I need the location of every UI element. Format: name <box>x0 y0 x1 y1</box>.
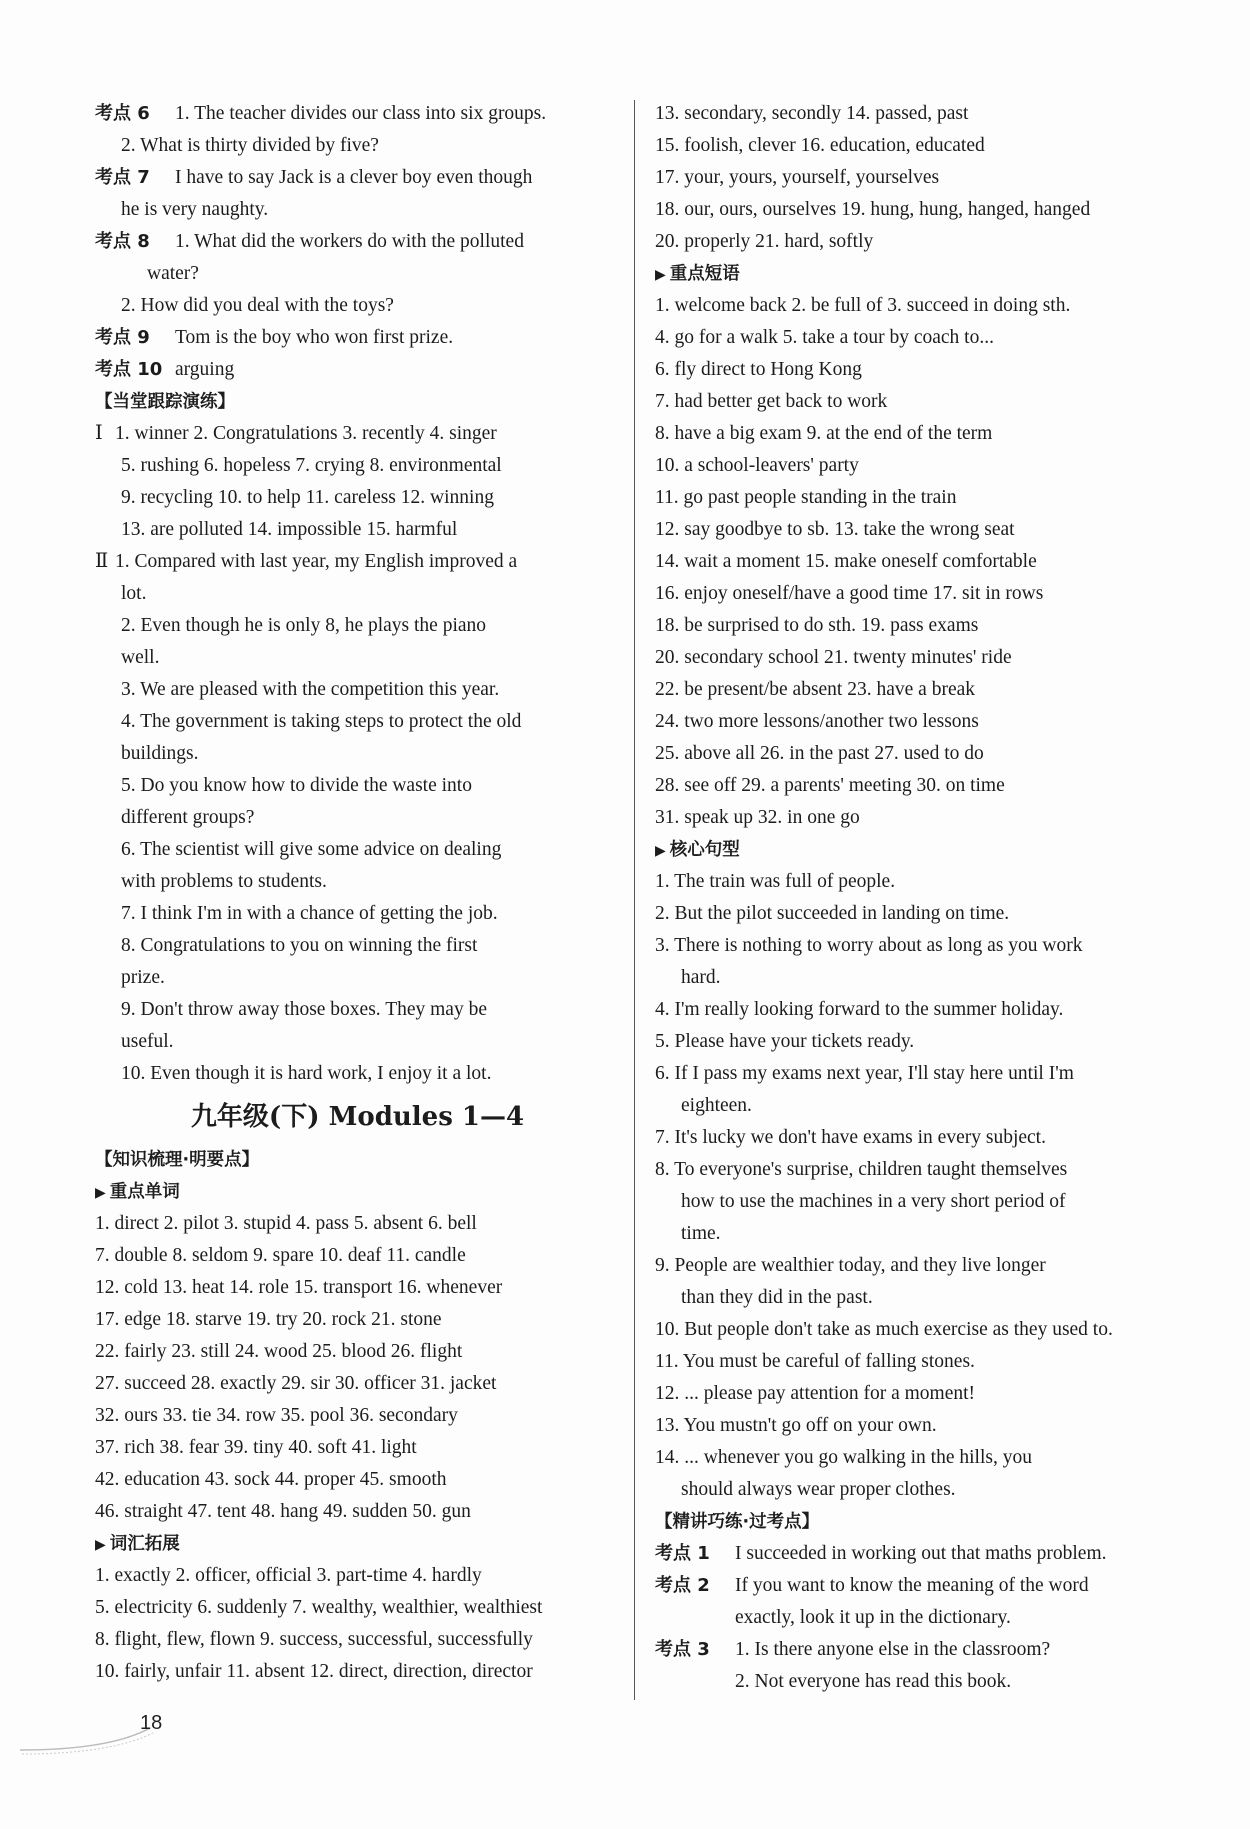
answer-text: 20. secondary school 21. twenty minutes' ride <box>655 647 1012 668</box>
answer-line <box>655 482 1175 514</box>
kaodian-label: 考点 6 <box>95 103 150 124</box>
answer-text: 4. go for a walk 5. take a tour by coach to... <box>655 327 994 348</box>
answer-line <box>655 674 1175 706</box>
triangle-bullet-icon: ▶ <box>95 1537 106 1553</box>
answer-text: with problems to students. <box>121 871 327 892</box>
answer-text: 32. ours 33. tie 34. row 35. pool 36. secondary <box>95 1405 458 1426</box>
answer-line <box>95 898 620 930</box>
answer-text: 31. speak up 32. in one go <box>655 807 860 828</box>
answer-line <box>95 450 620 482</box>
answer-text: time. <box>681 1223 721 1244</box>
answer-text: 1. What did the workers do with the polluted <box>175 231 524 252</box>
answer-line <box>95 578 620 610</box>
roman-numeral: Ⅱ <box>95 551 109 572</box>
roman-numeral: Ⅰ <box>95 423 103 444</box>
answer-line <box>95 482 620 514</box>
answer-line <box>655 898 1175 930</box>
answer-text: 37. rich 38. fear 39. tiny 40. soft 41. light <box>95 1437 417 1458</box>
answer-line <box>95 1304 620 1336</box>
answer-text: 2. Even though he is only 8, he plays the piano <box>121 615 487 636</box>
answer-text: 20. properly 21. hard, softly <box>655 231 874 252</box>
answer-line <box>95 162 620 194</box>
answer-line <box>95 706 620 738</box>
answer-text: 6. If I pass my exams next year, I'll stay here until I'm <box>655 1063 1074 1084</box>
answer-line <box>655 1250 1175 1282</box>
answer-text: 5. Please have your tickets ready. <box>655 1031 915 1052</box>
answer-text: 17. edge 18. starve 19. try 20. rock 21. stone <box>95 1309 442 1330</box>
answer-line <box>655 418 1175 450</box>
answer-line <box>95 1058 620 1090</box>
subheading <box>655 258 1175 290</box>
answer-text: 9. People are wealthier today, and they live longer <box>655 1255 1046 1276</box>
subheading-label: 词汇拓展 <box>109 1534 180 1554</box>
answer-line <box>95 1624 620 1656</box>
answer-text: 5. Do you know how to divide the waste into <box>121 775 472 796</box>
answer-text: 22. fairly 23. still 24. wood 25. blood 26. flight <box>95 1341 463 1362</box>
answer-text: 28. see off 29. a parents' meeting 30. on time <box>655 775 1005 796</box>
answer-text: 12. cold 13. heat 14. role 15. transport 16. whenever <box>95 1277 503 1298</box>
answer-text: 1. direct 2. pilot 3. stupid 4. pass 5. absent 6. bell <box>95 1213 477 1234</box>
answer-line <box>95 418 620 450</box>
answer-text: 1. Is there anyone else in the classroom? <box>735 1639 1051 1660</box>
page-number: 18 <box>140 1712 163 1734</box>
answer-text: 10. fairly, unfair 11. absent 12. direct, direction, director <box>95 1661 533 1682</box>
answer-text: 5. rushing 6. hopeless 7. crying 8. environmental <box>121 455 502 476</box>
answer-line <box>655 770 1175 802</box>
answer-line <box>655 1026 1175 1058</box>
answer-line <box>95 1496 620 1528</box>
answer-line <box>95 1026 620 1058</box>
answer-text: 3. There is nothing to worry about as long as you work <box>655 935 1083 956</box>
answer-text: 15. foolish, clever 16. education, educated <box>655 135 985 156</box>
answer-text: 5. electricity 6. suddenly 7. wealthy, wealthier, wealthiest <box>95 1597 543 1618</box>
answer-line <box>655 1538 1175 1570</box>
answer-line <box>655 1474 1175 1506</box>
answer-text: 4. The government is taking steps to protect the old <box>121 711 522 732</box>
answer-line <box>95 1336 620 1368</box>
answer-line <box>655 98 1175 130</box>
answer-line <box>655 1570 1175 1602</box>
answer-line <box>655 546 1175 578</box>
answer-line <box>95 802 620 834</box>
answer-text: 2. What is thirty divided by five? <box>121 135 379 156</box>
answer-line <box>655 1634 1175 1666</box>
answer-line <box>95 514 620 546</box>
answer-line <box>655 354 1175 386</box>
answer-line <box>95 770 620 802</box>
answer-line <box>95 738 620 770</box>
answer-text: 16. enjoy oneself/have a good time 17. sit in rows <box>655 583 1044 604</box>
answer-text: 1. welcome back 2. be full of 3. succeed in doing sth. <box>655 295 1071 316</box>
answer-text: 9. Don't throw away those boxes. They may be <box>121 999 487 1020</box>
answer-line <box>655 1122 1175 1154</box>
answer-line <box>95 194 620 226</box>
answer-line <box>95 1240 620 1272</box>
answer-text: 8. have a big exam 9. at the end of the term <box>655 423 993 444</box>
answer-text: should always wear proper clothes. <box>681 1479 956 1500</box>
answer-line <box>95 930 620 962</box>
answer-text: 1. The train was full of people. <box>655 871 896 892</box>
answer-text: 11. You must be careful of falling stones. <box>655 1351 975 1372</box>
answer-text: 25. above all 26. in the past 27. used to do <box>655 743 984 764</box>
answer-line <box>655 450 1175 482</box>
answer-text: 13. are polluted 14. impossible 15. harmful <box>121 519 458 540</box>
answer-text: 7. double 8. seldom 9. spare 10. deaf 11. candle <box>95 1245 466 1266</box>
answer-line <box>655 1666 1175 1698</box>
answer-line <box>655 706 1175 738</box>
answer-text: 13. secondary, secondly 14. passed, past <box>655 103 969 124</box>
answer-text: 8. To everyone's surprise, children taught themselves <box>655 1159 1068 1180</box>
answer-text: 12. ... please pay attention for a moment! <box>655 1383 976 1404</box>
answer-line <box>655 610 1175 642</box>
answer-text: different groups? <box>121 807 255 828</box>
answer-line <box>655 962 1175 994</box>
answer-line <box>655 322 1175 354</box>
answer-line <box>95 1400 620 1432</box>
answer-text: 6. fly direct to Hong Kong <box>655 359 862 380</box>
answer-line <box>95 610 620 642</box>
answer-text: 9. recycling 10. to help 11. careless 12. winning <box>121 487 494 508</box>
answer-line <box>655 1602 1175 1634</box>
answer-line <box>95 1592 620 1624</box>
answer-text: I have to say Jack is a clever boy even though <box>175 167 533 188</box>
answer-text: 6. The scientist will give some advice on dealing <box>121 839 502 860</box>
answer-text: 46. straight 47. tent 48. hang 49. sudden 50. gun <box>95 1501 471 1522</box>
answer-text: 7. I think I'm in with a chance of getting the job. <box>121 903 498 924</box>
answer-line <box>655 866 1175 898</box>
answer-text: 2. How did you deal with the toys? <box>121 295 394 316</box>
answer-line <box>655 642 1175 674</box>
answer-line <box>95 290 620 322</box>
answer-text: he is very naughty. <box>121 199 269 220</box>
answer-line <box>655 802 1175 834</box>
answer-line <box>95 866 620 898</box>
answer-line <box>655 1154 1175 1186</box>
answer-line <box>655 1186 1175 1218</box>
answer-text: buildings. <box>121 743 199 764</box>
answer-line <box>95 226 620 258</box>
answer-text: 3. We are pleased with the competition this year. <box>121 679 500 700</box>
answer-line <box>655 1282 1175 1314</box>
answer-line <box>655 162 1175 194</box>
kaodian-label: 考点 7 <box>95 167 150 188</box>
kaodian-label: 考点 2 <box>655 1575 710 1596</box>
column-divider <box>634 100 635 1700</box>
answer-line <box>655 194 1175 226</box>
answer-line <box>95 994 620 1026</box>
answer-line <box>95 642 620 674</box>
answer-text: 1. The teacher divides our class into six groups. <box>175 103 547 124</box>
answer-text: exactly, look it up in the dictionary. <box>735 1607 1011 1628</box>
answer-line <box>655 578 1175 610</box>
answer-text: I succeeded in working out that maths problem. <box>735 1543 1107 1564</box>
answer-line <box>655 930 1175 962</box>
answer-line <box>95 1560 620 1592</box>
answer-text: eighteen. <box>681 1095 752 1116</box>
answer-line <box>655 1314 1175 1346</box>
answer-line <box>95 322 620 354</box>
answer-text: Tom is the boy who won first prize. <box>175 327 454 348</box>
answer-line <box>655 1058 1175 1090</box>
answer-text: 24. two more lessons/another two lessons <box>655 711 979 732</box>
answer-text: 10. But people don't take as much exercise as they used to. <box>655 1319 1113 1340</box>
answer-text: 17. your, yours, yourself, yourselves <box>655 167 940 188</box>
answer-line <box>95 1656 620 1688</box>
triangle-bullet-icon: ▶ <box>95 1185 106 1201</box>
answer-line <box>95 1368 620 1400</box>
answer-text: 27. succeed 28. exactly 29. sir 30. officer 31. jacket <box>95 1373 497 1394</box>
answer-line <box>655 1378 1175 1410</box>
left-column <box>95 98 620 1688</box>
answer-line <box>95 1464 620 1496</box>
answer-text: 14. ... whenever you go walking in the hills, you <box>655 1447 1032 1468</box>
answer-text: arguing <box>175 359 235 380</box>
answer-text: 4. I'm really looking forward to the summer holiday. <box>655 999 1064 1020</box>
kaodian-label: 考点 8 <box>95 231 150 252</box>
answer-text: hard. <box>681 967 721 988</box>
answer-line <box>95 962 620 994</box>
subheading <box>95 1176 620 1208</box>
answer-text: 12. say goodbye to sb. 13. take the wrong seat <box>655 519 1015 540</box>
answer-line <box>95 1432 620 1464</box>
subheading-label: 重点短语 <box>669 264 740 284</box>
answer-line <box>95 674 620 706</box>
answer-line <box>95 354 620 386</box>
kaodian-label: 考点 10 <box>95 359 163 380</box>
answer-text: than they did in the past. <box>681 1287 873 1308</box>
answer-line <box>95 546 620 578</box>
subheading <box>655 834 1175 866</box>
answer-line <box>95 258 620 290</box>
answer-line <box>95 1208 620 1240</box>
answer-text: 2. Not everyone has read this book. <box>735 1671 1012 1692</box>
subheading <box>95 1528 620 1560</box>
answer-text: useful. <box>121 1031 174 1052</box>
kaodian-label: 考点 9 <box>95 327 150 348</box>
subheading-label: 重点单词 <box>109 1182 180 1202</box>
answer-text: 1. exactly 2. officer, official 3. part-time 4. hardly <box>95 1565 482 1586</box>
answer-line <box>655 738 1175 770</box>
answer-text: 18. be surprised to do sth. 19. pass exams <box>655 615 979 636</box>
section-heading: 【知识梳理·明要点】 <box>95 1150 260 1170</box>
answer-text: 13. You mustn't go off on your own. <box>655 1415 937 1436</box>
answer-text: 42. education 43. sock 44. proper 45. smooth <box>95 1469 447 1490</box>
right-column <box>655 98 1175 1698</box>
answer-text: 10. Even though it is hard work, I enjoy it a lot. <box>121 1063 492 1084</box>
answer-line <box>95 98 620 130</box>
answer-text: 8. flight, flew, flown 9. success, successful, successfully <box>95 1629 533 1650</box>
answer-line <box>655 386 1175 418</box>
kaodian-label: 考点 3 <box>655 1639 710 1660</box>
answer-line <box>655 226 1175 258</box>
answer-text: 18. our, ours, ourselves 19. hung, hung, hanged, hanged <box>655 199 1091 220</box>
answer-line <box>655 514 1175 546</box>
kaodian-label: 考点 1 <box>655 1543 710 1564</box>
answer-text: prize. <box>121 967 165 988</box>
section-heading: 【精讲巧练·过考点】 <box>655 1512 820 1532</box>
answer-line <box>655 1442 1175 1474</box>
answer-line <box>655 1410 1175 1442</box>
answer-line <box>95 834 620 866</box>
answer-text: 11. go past people standing in the train <box>655 487 957 508</box>
answer-line <box>655 1218 1175 1250</box>
answer-text: 22. be present/be absent 23. have a break <box>655 679 975 700</box>
answer-text: If you want to know the meaning of the word <box>735 1575 1089 1596</box>
answer-text: 14. wait a moment 15. make oneself comfortable <box>655 551 1037 572</box>
answer-line <box>655 994 1175 1026</box>
section-title: 九年级(下) Modules 1—4 <box>190 1102 525 1132</box>
answer-text: 2. But the pilot succeeded in landing on time. <box>655 903 1010 924</box>
triangle-bullet-icon: ▶ <box>655 843 666 859</box>
answer-line <box>95 130 620 162</box>
section-heading: 【当堂跟踪演练】 <box>95 392 235 412</box>
answer-text: 7. had better get back to work <box>655 391 888 412</box>
answer-line <box>655 130 1175 162</box>
answer-line <box>655 1090 1175 1122</box>
answer-text: water? <box>147 263 199 284</box>
answer-line <box>655 290 1175 322</box>
answer-text: lot. <box>121 583 147 604</box>
answer-text: 7. It's lucky we don't have exams in every subject. <box>655 1127 1046 1148</box>
answer-text: 8. Congratulations to you on winning the first <box>121 935 478 956</box>
answer-line <box>655 1346 1175 1378</box>
answer-text: 1. Compared with last year, my English improved a <box>115 551 518 572</box>
triangle-bullet-icon: ▶ <box>655 267 666 283</box>
answer-line <box>95 1272 620 1304</box>
answer-text: 10. a school-leavers' party <box>655 455 859 476</box>
answer-text: 1. winner 2. Congratulations 3. recently 4. singer <box>115 423 497 444</box>
subheading-label: 核心句型 <box>669 840 740 860</box>
answer-text: well. <box>121 647 160 668</box>
answer-text: how to use the machines in a very short period of <box>681 1191 1066 1212</box>
